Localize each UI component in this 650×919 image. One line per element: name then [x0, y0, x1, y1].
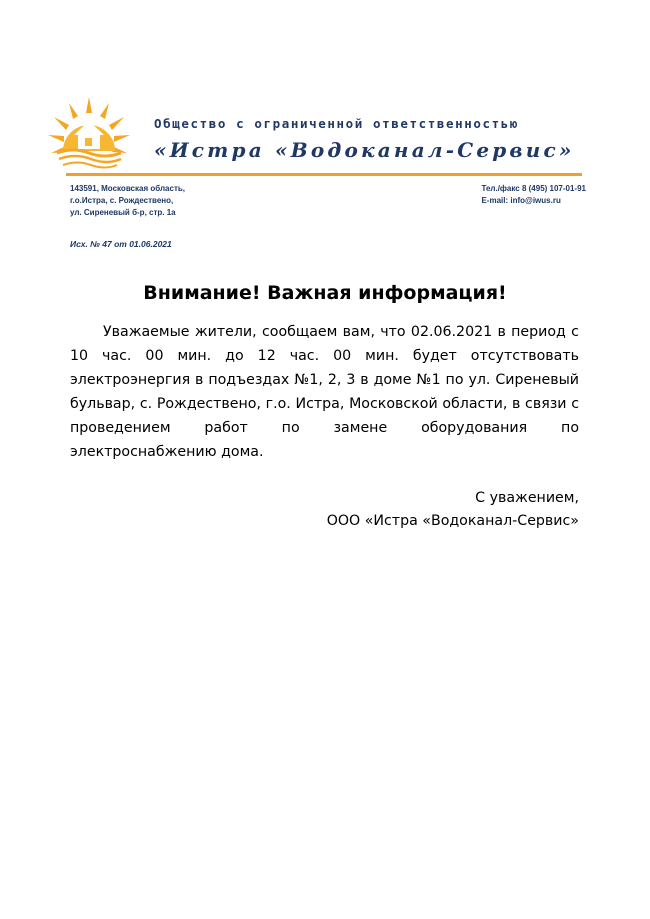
phone-fax: Тел./факс 8 (495) 107-01-91	[481, 184, 586, 193]
sun-house-logo-icon	[45, 95, 133, 171]
address-line: г.о.Истра, с. Рождествено,	[70, 196, 174, 205]
email: E-mail: info@iwus.ru	[481, 196, 561, 205]
org-address	[70, 183, 185, 219]
address-line: 143591, Московская область,	[70, 184, 185, 193]
signer-name: ООО «Истра «Водоканал-Сервис»	[326, 513, 579, 529]
org-name: «Истра «Водоканал-Сервис»	[154, 138, 575, 162]
org-legal-form: Общество с ограниченной ответственностью	[154, 116, 520, 131]
notice-title: Внимание! Важная информация!	[143, 282, 507, 304]
outgoing-reference: Исх. № 47 от 01.06.2021	[70, 239, 172, 249]
closing-phrase: С уважением,	[475, 490, 579, 506]
notice-body: Уважаемые жители, сообщаем вам, что 02.06.2021 в период с 10 час. 00 мин. до 12 час. 00 мин. будет отсутствовать электроэнергия в подъездах №1, 2, 3 в доме №1 по ул. Сиреневый бульвар, с. Рождествено, г.о. Истра, Московской области, в связи с проведением работ по замене оборудования по электроснабжению дома.	[70, 324, 579, 460]
org-contacts	[481, 183, 586, 207]
signature-block	[327, 487, 579, 533]
address-line: ул. Сиреневый б-р, стр. 1а	[70, 208, 176, 217]
header-divider	[66, 173, 582, 176]
